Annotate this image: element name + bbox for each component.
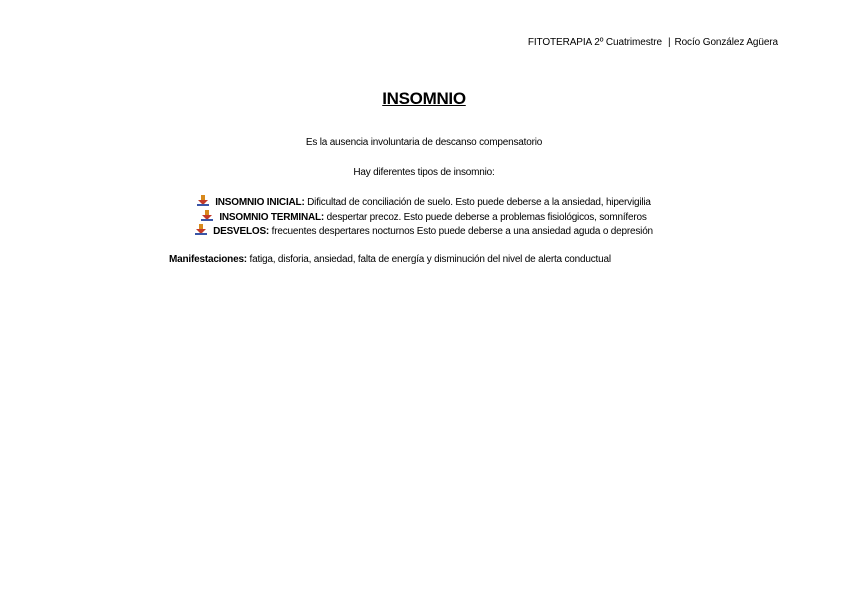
header-separator: |: [667, 37, 671, 48]
type-text: despertar precoz. Esto puede deberse a problemas fisiológicos, somníferos: [324, 211, 647, 223]
type-text: Dificultad de conciliación de suelo. Esto puede deberse a la ansiedad, hipervigilia: [304, 197, 651, 208]
definition-text: Es la ausencia involuntaria de descanso compensatorio: [305, 137, 543, 148]
type-text: frecuentes despertares nocturnos Esto puede deberse a una ansiedad aguda o depresión: [269, 226, 653, 237]
header-course: FITOTERAPIA 2º Cuatrimestre: [527, 37, 662, 48]
arrow-bullet-icon: [197, 195, 209, 206]
insomnia-types-list: [0, 195, 848, 239]
type-label: DESVELOS:: [213, 226, 270, 237]
type-label: INSOMNIO TERMINAL:: [219, 211, 325, 223]
manifestations-line: [169, 254, 611, 265]
list-item: [0, 210, 848, 225]
page-title: INSOMNIO: [382, 89, 466, 108]
page-header: [528, 37, 778, 48]
manifestations-label: Manifestaciones:: [169, 254, 247, 265]
arrow-bullet-icon: [195, 224, 207, 235]
manifestations-text: fatiga, disforia, ansiedad, falta de energía y disminución del nivel de alerta conductual: [246, 254, 611, 265]
list-item: [0, 224, 848, 239]
type-label: INSOMNIO INICIAL:: [215, 197, 305, 208]
header-author: Rocío González Agüera: [674, 37, 778, 48]
arrow-bullet-icon: [201, 210, 213, 221]
list-item: [0, 195, 848, 210]
types-intro-text: Hay diferentes tipos de insomnio:: [353, 167, 495, 178]
